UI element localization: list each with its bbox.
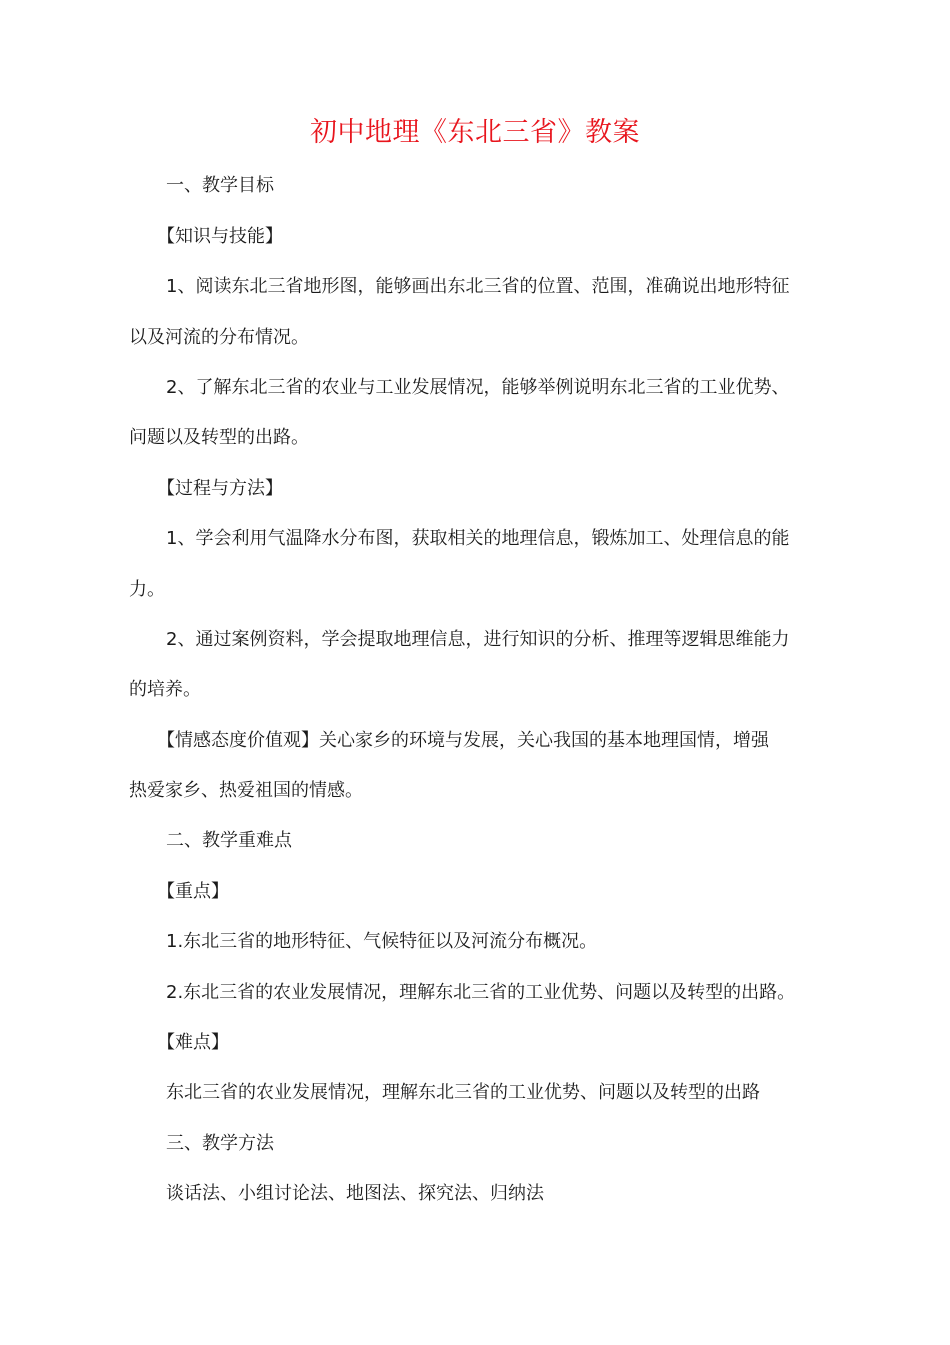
paragraph-line: 2.东北三省的农业发展情况，理解东北三省的工业优势、问题以及转型的出路。 xyxy=(166,982,796,1003)
paragraph-line: 力。 xyxy=(129,579,165,600)
paragraph-line: 问题以及转型的出路。 xyxy=(129,427,309,448)
subheading-focus: 【重点】 xyxy=(157,881,229,902)
section-heading-key-points: 二、教学重难点 xyxy=(166,830,292,851)
paragraph-line: 热爱家乡、热爱祖国的情感。 xyxy=(129,780,363,801)
paragraph-line: 2、了解东北三省的农业与工业发展情况，能够举例说明东北三省的工业优势、 xyxy=(166,377,790,398)
subheading-process-method: 【过程与方法】 xyxy=(157,478,283,499)
subheading-difficulty: 【难点】 xyxy=(157,1032,229,1053)
paragraph-line: 以及河流的分布情况。 xyxy=(129,327,309,348)
document-title: 初中地理《东北三省》教案 xyxy=(310,117,640,148)
paragraph-line: 谈话法、小组讨论法、地图法、探究法、归纳法 xyxy=(166,1183,544,1204)
paragraph-line: 2、通过案例资料，学会提取地理信息，进行知识的分析、推理等逻辑思维能力 xyxy=(166,629,790,650)
paragraph-line: 【情感态度价值观】关心家乡的环境与发展，关心我国的基本地理国情，增强 xyxy=(157,730,769,751)
paragraph-line: 1、阅读东北三省地形图，能够画出东北三省的位置、范围，准确说出地形特征 xyxy=(166,276,790,297)
paragraph-line: 东北三省的农业发展情况，理解东北三省的工业优势、问题以及转型的出路 xyxy=(166,1082,760,1103)
paragraph-line: 的培养。 xyxy=(129,679,201,700)
paragraph-line: 1、学会利用气温降水分布图，获取相关的地理信息，锻炼加工、处理信息的能 xyxy=(166,528,790,549)
section-heading-methods: 三、教学方法 xyxy=(166,1133,274,1154)
paragraph-line: 1.东北三省的地形特征、气候特征以及河流分布概况。 xyxy=(166,931,598,952)
section-heading-objectives: 一、教学目标 xyxy=(166,175,274,196)
subheading-knowledge-skills: 【知识与技能】 xyxy=(157,226,283,247)
